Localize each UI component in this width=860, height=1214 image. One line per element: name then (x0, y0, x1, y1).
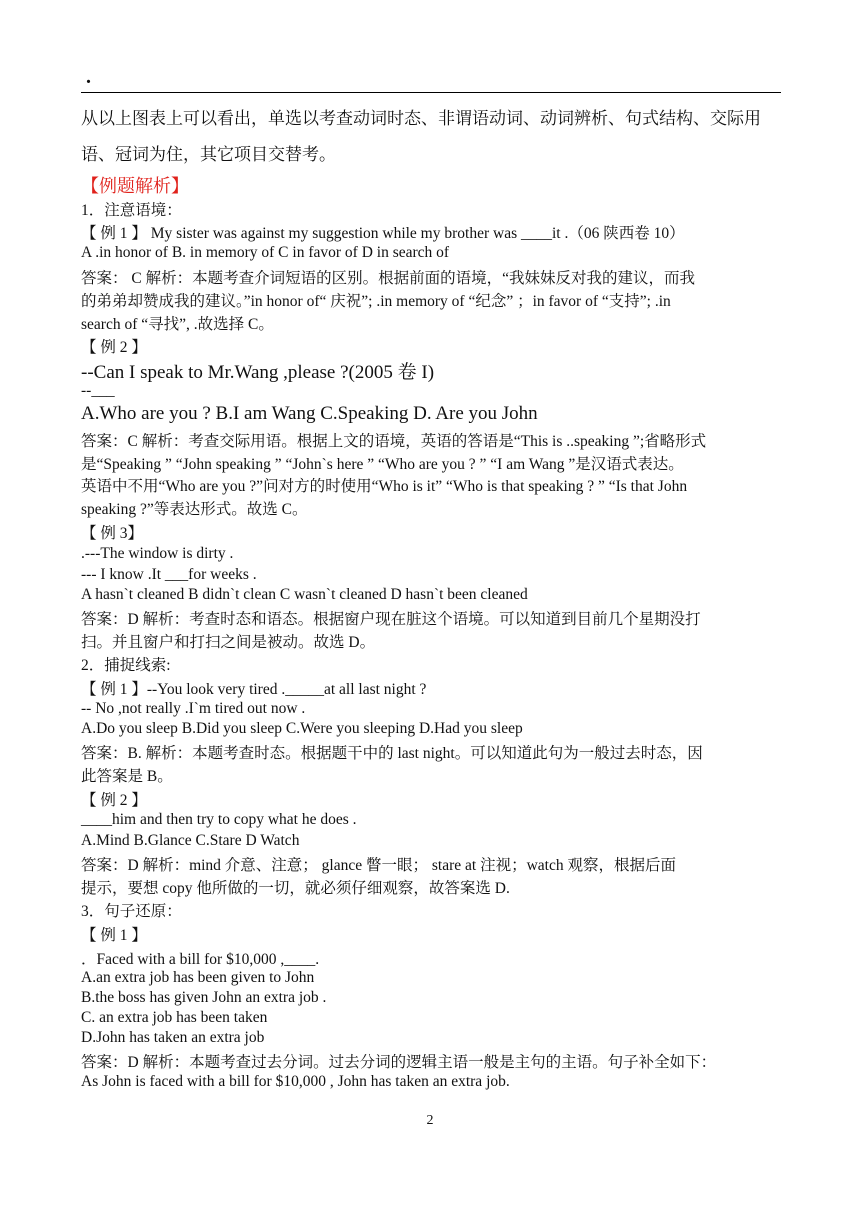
text-line: --___ (81, 382, 115, 399)
text-line: 答案：C 解析：考查交际用语。根据上文的语境，英语的答语是“This is ..speaking ”;省略形式 (81, 433, 707, 450)
page-number: 2 (426, 1113, 434, 1128)
text-line: 答案：D 解析：考查时态和语态。根据窗户现在脏这个语境。可以知道到目前几个星期没打 (81, 611, 701, 628)
text-line: 答案： C 解析：本题考查介词短语的区别。根据前面的语境，“我妹妹反对我的建议，而我 (81, 270, 695, 287)
text-line: 【 例 1 】 My sister was against my suggestion while my brother was ____it .（06 陕西卷 10） (81, 225, 685, 242)
text-line: --- I know .It ___for weeks . (81, 566, 257, 583)
text-line: A.Do you sleep B.Did you sleep C.Were you sleeping D.Had you sleep (81, 720, 523, 737)
text-line: 语、冠词为住，其它项目交替考。 (81, 145, 336, 164)
text-line: 答案：D 解析：mind 介意、注意； glance 瞥一眼； stare at 注视；watch 观察，根据后面 (81, 857, 676, 874)
text-line: 【 例 1 】--You look very tired ._____at all last night ? (81, 681, 427, 698)
text-line: 【 例 2 】 (81, 339, 147, 356)
text-line: As John is faced with a bill for $10,000 , John has taken an extra job. (81, 1073, 510, 1090)
text-line: 此答案是 B。 (81, 768, 173, 785)
text-line: D.John has taken an extra job (81, 1029, 265, 1046)
text-line: 扫。并且窗户和打扫之间是被动。故选 D。 (81, 634, 376, 651)
text-line: A.Who are you ? B.I am Wang C.Speaking D. Are you John (81, 403, 538, 424)
text-line: speaking ?”等表达形式。故选 C。 (81, 501, 308, 518)
text-line: A hasn`t cleaned B didn`t clean C wasn`t cleaned D hasn`t been cleaned (81, 586, 528, 603)
text-line: 2．捕捉线索: (81, 657, 171, 674)
text-line: 的弟弟却赞成我的建议。”in honor of“ 庆祝”; .in memory of “纪念” ；in favor of “支持”; .in (81, 293, 671, 310)
text-line: --Can I speak to Mr.Wang ,please ?(2005 卷 I) (81, 362, 435, 383)
text-line: 是“Speaking ” “John speaking ” “John`s here ” “Who are you ? ” “I am Wang ”是汉语式表达。 (81, 456, 684, 473)
text-line: 英语中不用“Who are you ?”问对方的时使用“Who is it” “Who is that speaking ? ” “Is that John (81, 478, 688, 495)
text-line: ____him and then try to copy what he does . (81, 811, 357, 828)
text-line: C. an extra job has been taken (81, 1009, 268, 1026)
text-line: ．Faced with a bill for $10,000 ,____. (81, 951, 320, 968)
text-line: 【 例 2 】 (81, 792, 147, 809)
header-rule (81, 92, 781, 93)
text-line: 1．注意语境： (81, 202, 182, 219)
text-line: -- No ,not really .I`m tired out now . (81, 700, 306, 717)
text-line: .---The window is dirty . (81, 545, 234, 562)
text-line: A .in honor of B. in memory of C in favor of D in search of (81, 244, 450, 261)
text-line: 【 例 3】 (81, 525, 144, 542)
text-line: 答案：B. 解析：本题考查时态。根据题干中的 last night。可以知道此句为一般过去时态，因 (81, 745, 703, 762)
text-line: 答案：D 解析：本题考查过去分词。过去分词的逻辑主语一般是主句的主语。句子补全如下： (81, 1054, 717, 1071)
text-line: search of “寻找”, .故选择 C。 (81, 316, 274, 333)
header-marker: . (86, 66, 91, 88)
section-heading: 【例题解析】 (81, 176, 189, 196)
text-line: 3．句子还原： (81, 903, 182, 920)
text-line: 提示，要想 copy 他所做的一切，就必须仔细观察，故答案选 D. (81, 880, 510, 897)
text-line: B.the boss has given John an extra job . (81, 989, 327, 1006)
text-line: 【 例 1 】 (81, 927, 147, 944)
text-line: A.Mind B.Glance C.Stare D Watch (81, 832, 300, 849)
text-line: 从以上图表上可以看出，单选以考查动词时态、非谓语动词、动词辨析、句式结构、交际用 (81, 109, 761, 128)
text-line: A.an extra job has been given to John (81, 969, 315, 986)
